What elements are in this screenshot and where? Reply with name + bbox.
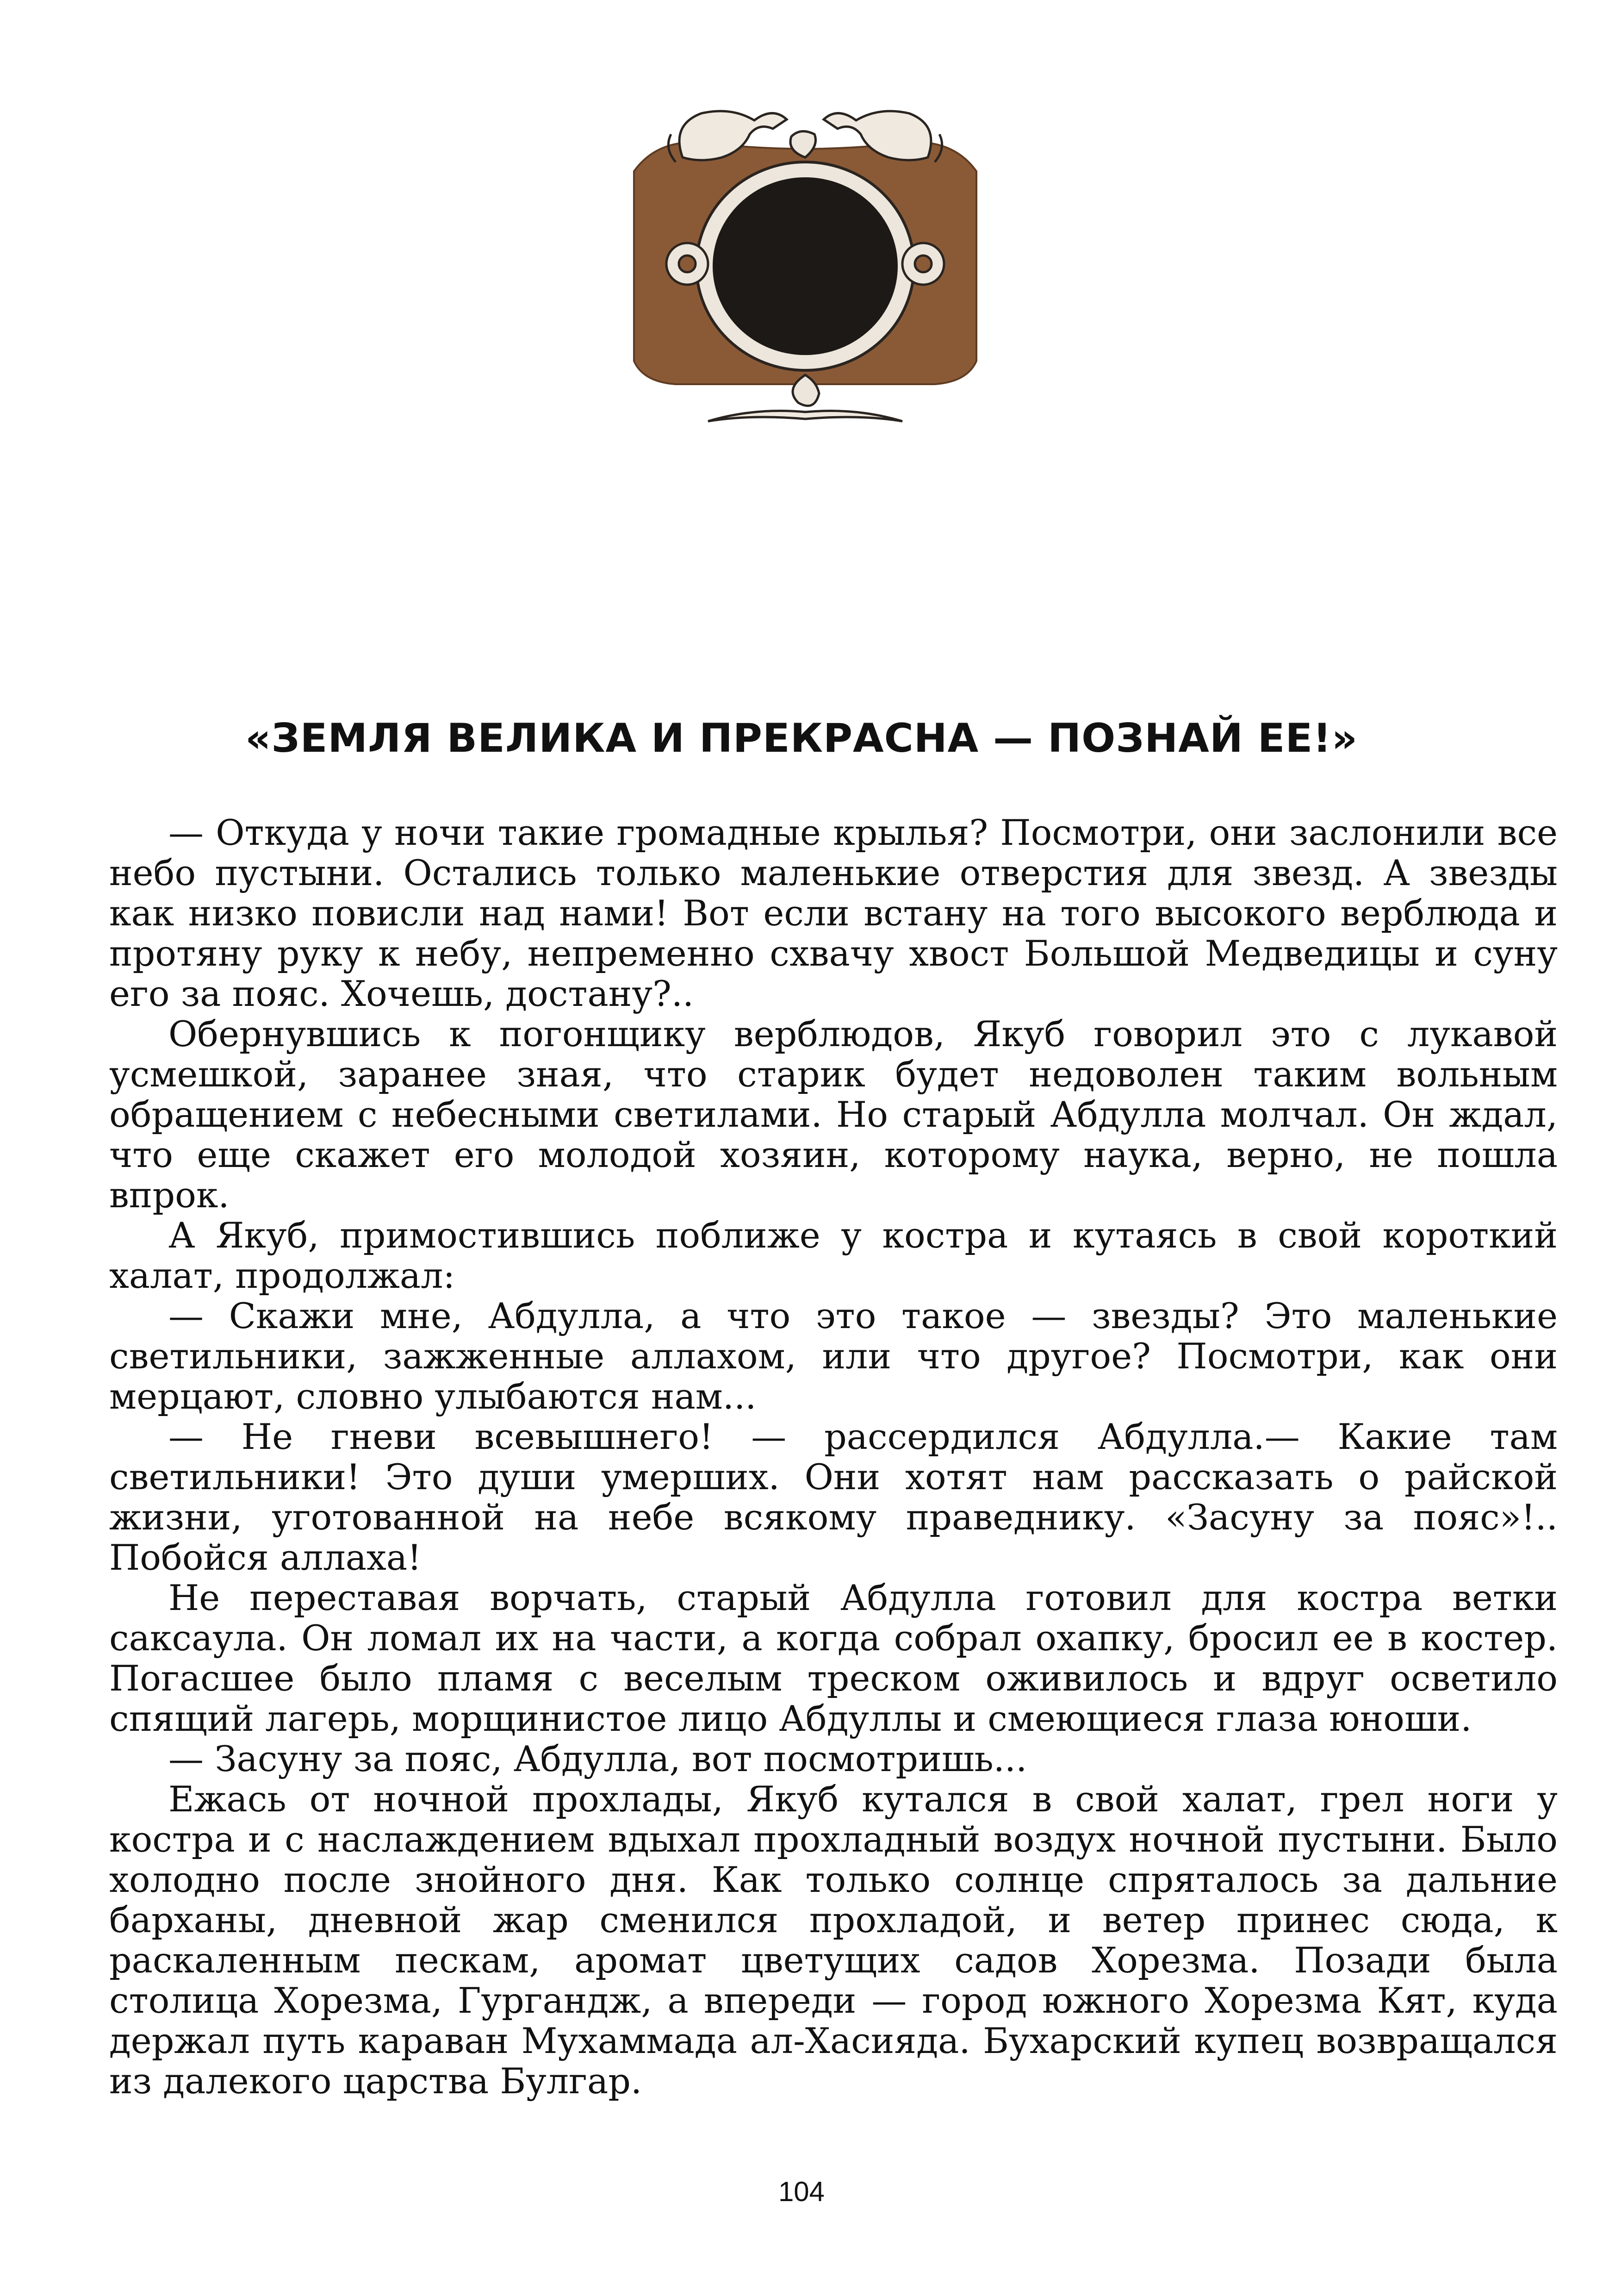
paragraph: Ежась от ночной прохлады, Якуб кутался в свой халат, грел ноги у костра и с наслаждением вдыхал прохладный воздух ночной пустыни. Было холодно после знойного дня. Как только солнце спряталось за дальние барханы, дневной жар сменился прохладой, и ветер принес сюда, к раскаленным пескам, аромат цветущих садов Хорезма. Позади была столица Хорезма, Гургандж, а впереди — город южного Хорезма Кят, куда держал путь караван Мухаммада ал-Хасияда. Бухарский купец возвращался из далекого царства Булгар. <box>109 1778 1558 2102</box>
page-number: 104 <box>778 2176 825 2207</box>
paragraph: Не переставая ворчать, старый Абдулла готовил для костра ветки саксаула. Он ломал их на части, а когда собрал охапку, бросил ее в костер. Погасшее было пламя с веселым треском оживилось и вдруг осветило спящий лагерь, морщинистое лицо Абдуллы и смеющиеся глаза юноши. <box>109 1577 1558 1739</box>
paragraph: — Откуда у ночи такие громадные крылья? Посмотри, они заслонили все небо пустыни. Остались только маленькие отверстия для звезд. А звезды как низко повисли над нами! Вот если встану на того высокого верблюда и протяну руку к небу, непременно схвачу хвост Большой Медведицы и суну его за пояс. Хочешь, достану?.. <box>109 812 1558 1014</box>
ornament-center <box>713 177 898 355</box>
body-text <box>109 812 1558 2101</box>
chapter-title: «ЗЕМЛЯ ВЕЛИКА И ПРЕКРАСНА — ПОЗНАЙ ЕЕ!» <box>245 715 1358 761</box>
ornament-tail <box>708 411 902 422</box>
decorative-ornament <box>602 88 1009 454</box>
paragraph: А Якуб, примостившись поближе у костра и кутаясь в свой короткий халат, продолжал: <box>109 1215 1558 1296</box>
paragraph: Обернувшись к погонщику верблюдов, Якуб говорил это с лукавой усмешкой, заранее зная, что старик будет недоволен таким вольным обращением с небесными светилами. Но старый Абдулла молчал. Он ждал, что еще скажет его молодой хозяин, которому наука, верно, не пошла впрок. <box>109 1013 1558 1216</box>
paragraph: — Засуну за пояс, Абдулла, вот посмотришь... <box>168 1738 1027 1779</box>
paragraph: — Не гневи всевышнего! — рассердился Абдулла.— Какие там светильники! Это души умерших. Они хотят нам рассказать о райской жизни, уготованной на небе всякому праведнику. «Засуну за пояс»!.. Побойся аллаха! <box>109 1416 1558 1578</box>
paragraph: — Скажи мне, Абдулла, а что это такое — звезды? Это маленькие светильники, зажженные аллахом, или что другое? Посмотри, как они мерцают, словно улыбаются нам... <box>109 1295 1558 1417</box>
